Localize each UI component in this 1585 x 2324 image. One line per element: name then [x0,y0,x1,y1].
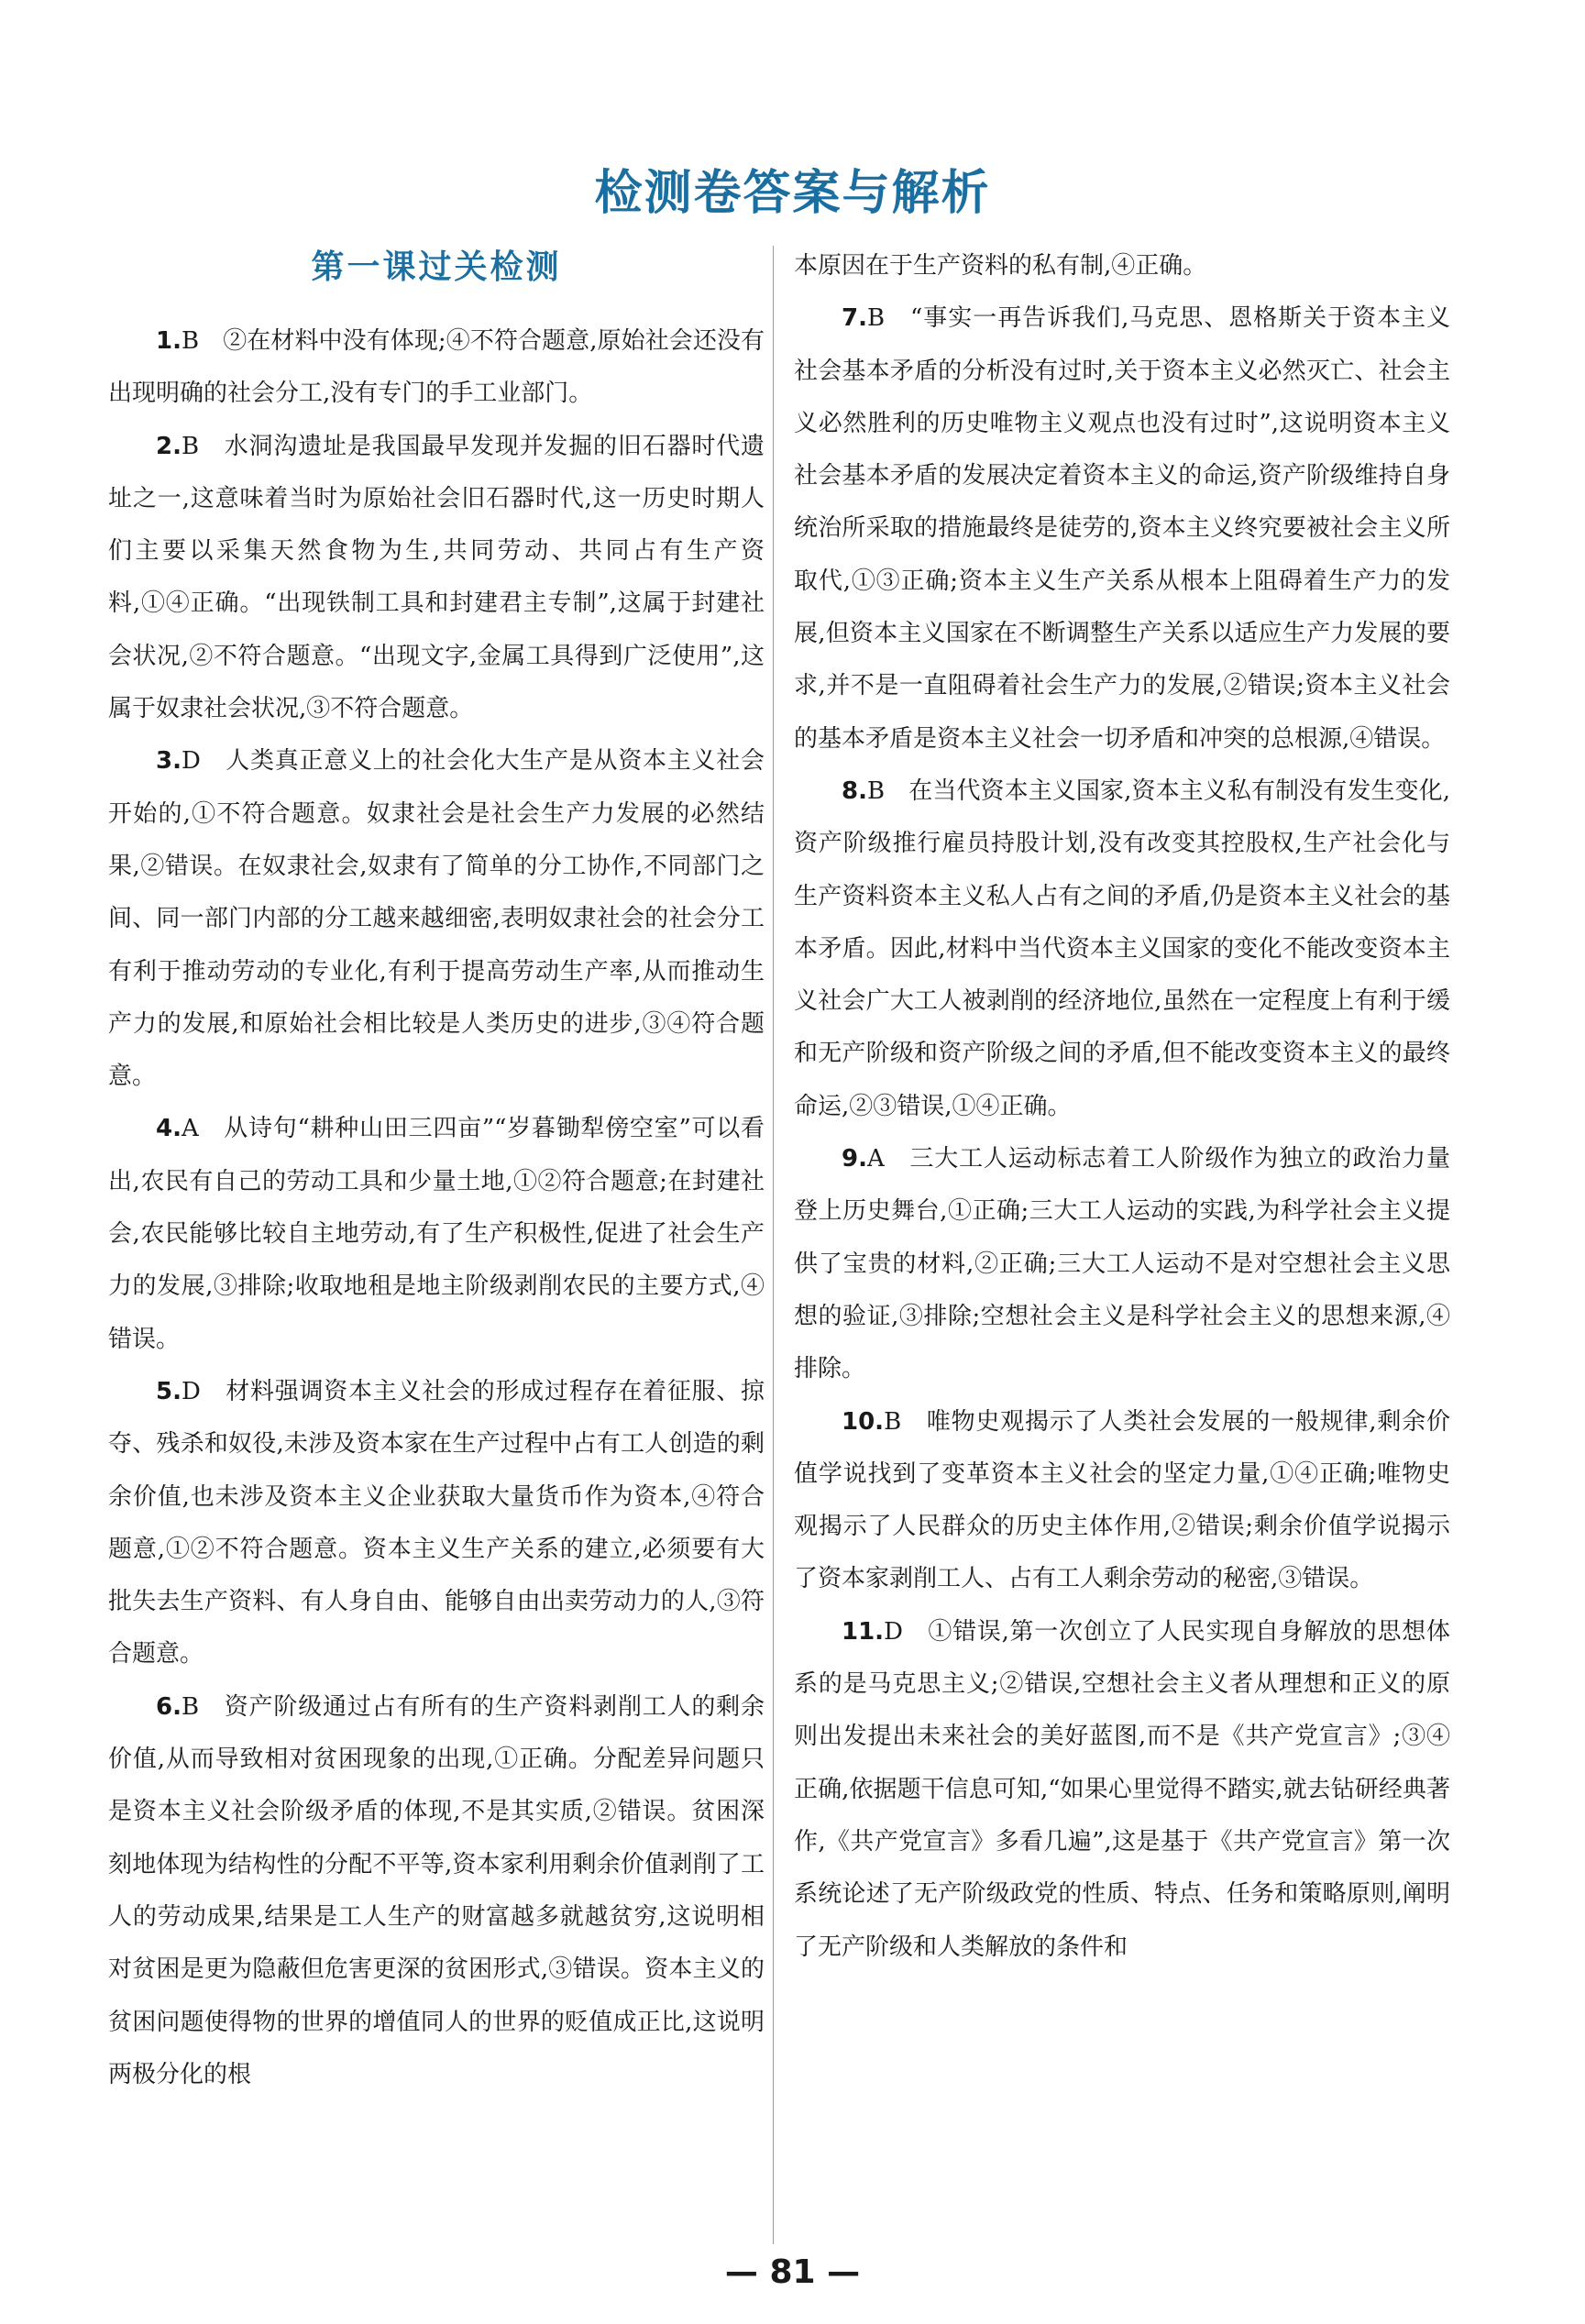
right-column [794,240,1450,1974]
answer-item [794,1133,1450,1395]
answer-text: B 资产阶级通过占有所有的生产资料剥削工人的剩余价值,从而导致相对贫困现象的出现,①正确。分配差异问题只是资本主义社会阶级矛盾的体现,不是其实质,②错误。贫困深刻地体现为结构性的分配不平等,资本家利用剩余价值剥削了工人的劳动成果,结果是工人生产的财富越多就越贫穷,这说明相对贫困是更为隐蔽但危害更深的贫困形式,③错误。资本主义的贫困问题使得物的世界的增值同人的世界的贬值成正比,这说明两极分化的根 [108,1692,765,2088]
left-column [108,240,765,2101]
answer-text: B 在当代资本主义国家,资本主义私有制没有发生变化,资产阶级推行雇员持股计划,没有改变其控股权,生产社会化与生产资料资本主义私人占有之间的矛盾,仍是资本主义社会的基本矛盾。因此,材料中当代资本主义国家的变化不能改变资本主义社会广大工人被剥削的经济地位,虽然在一定程度上有利于缓和无产阶级和资产阶级之间的矛盾,但不能改变资本主义的最终命运,②③错误,①④正确。 [794,777,1450,1120]
answer-item [794,1606,1450,1974]
answer-item [108,315,765,421]
answer-text: D 材料强调资本主义社会的形成过程存在着征服、掠夺、残杀和奴役,未涉及资本家在生产过程中占有工人创造的剩余价值,也未涉及资本主义企业获取大量货币作为资本,④符合题意,①②不符合题意。资本主义生产关系的建立,必须要有大批失去生产资料、有人身自由、能够自由出卖劳动力的人,③符合题意。 [108,1377,765,1669]
answer-text: D ①错误,第一次创立了人民实现自身解放的思想体系的是马克思主义;②错误,空想社会主义者从理想和正义的原则出发提出未来社会的美好蓝图,而不是《共产党宣言》;③④正确,依据题干信息可知,“如果心里觉得不踏实,就去钻研经典著作,《共产党宣言》多看几遍”,这是基于《共产党宣言》第一次系统论述了无产阶级政党的性质、特点、任务和策略原则,阐明了无产阶级和人类解放的条件和 [794,1617,1450,1961]
answer-text: D 人类真正意义上的社会化大生产是从资本主义社会开始的,①不符合题意。奴隶社会是社会生产力发展的必然结果,②错误。在奴隶社会,奴隶有了简单的分工协作,不同部门之间、同一部门内部的分工越来越细密,表明奴隶社会的社会分工有利于推动劳动的专业化,有利于提高劳动生产率,从而推动生产力的发展,和原始社会相比较是人类历史的进步,③④符合题意。 [108,747,765,1091]
answer-number: 11. [842,1617,885,1646]
answer-number: 3. [156,747,182,776]
answer-item [108,1103,765,1365]
answer-text: B 水洞沟遗址是我国最早发现并发掘的旧石器时代遗址之一,这意味着当时为原始社会旧石器时代,这一历史时期人们主要以采集天然食物为生,共同劳动、共同占有生产资料,①④正确。“出现铁制工具和封建君主专制”,这属于封建社会状况,②不符合题意。“出现文字,金属工具得到广泛使用”,这属于奴隶社会状况,③不符合题意。 [108,432,765,723]
answer-item [794,1396,1450,1606]
answer-item [108,421,765,736]
page-title: 检测卷答案与解析 [594,166,991,221]
answer-number: 6. [156,1692,182,1721]
answer-item [108,735,765,1103]
answer-number: 5. [156,1377,182,1405]
answer-text: B 唯物史观揭示了人类社会发展的一般规律,剩余价值学说找到了变革资本主义社会的坚定力量,①④正确;唯物史观揭示了人民群众的历史主体作用,②错误;剩余价值学说揭示了资本家剥削工人、占有工人剩余劳动的秘密,③错误。 [794,1407,1450,1593]
answer-item [108,1681,765,2101]
answer-text: A 从诗句“耕种山田三四亩”“岁暮锄犁傍空室”可以看出,农民有自己的劳动工具和少量土地,①②符合题意;在封建社会,农民能够比较自主地劳动,有了生产积极性,促进了社会生产力的发展,③排除;收取地租是地主阶级剥削农民的主要方式,④错误。 [108,1115,765,1353]
answer-text: 本原因在于生产资料的私有制,④正确。 [794,252,1207,280]
answer-text: B “事实一再告诉我们,马克思、恩格斯关于资本主义社会基本矛盾的分析没有过时,关于资本主义必然灭亡、社会主义必然胜利的历史唯物主义观点也没有过时”,这说明资本主义社会基本矛盾的发展决定着资本主义的命运,资产阶级维持自身统治所采取的措施最终是徒劳的,资本主义终究要被社会主义所取代,①③正确;资本主义生产关系从根本上阻碍着生产力的发展,但资本主义国家在不断调整生产关系以适应生产力发展的要求,并不是一直阻碍着社会生产力的发展,②错误;资本主义社会的基本矛盾是资本主义社会一切矛盾和冲突的总根源,④错误。 [794,304,1450,753]
answer-number: 4. [156,1115,182,1143]
answer-number: 1. [156,327,182,355]
answer-text: B ②在材料中没有体现;④不符合题意,原始社会还没有出现明确的社会分工,没有专门的手工业部门。 [108,327,765,408]
answer-item [794,765,1450,1133]
answer-number: 8. [842,777,867,805]
answer-item [794,240,1450,292]
answer-item [794,292,1450,765]
column-divider [773,246,774,2244]
right-answer-list [794,240,1450,1974]
answer-number: 7. [842,304,867,333]
section-title: 第一课过关检测 [311,248,562,286]
answer-text: A 三大工人运动标志着工人阶级作为独立的政治力量登上历史舞台,①正确;三大工人运动的实践,为科学社会主义提供了宝贵的材料,②正确;三大工人运动不是对空想社会主义思想的验证,③排除;空想社会主义是科学社会主义的思想来源,④排除。 [794,1145,1450,1383]
left-answer-list [108,315,765,2101]
page-number: — 81 — [724,2253,861,2291]
answer-number: 2. [156,432,182,460]
answer-item [108,1366,765,1681]
answer-number: 9. [842,1145,867,1173]
answer-number: 10. [842,1407,885,1436]
